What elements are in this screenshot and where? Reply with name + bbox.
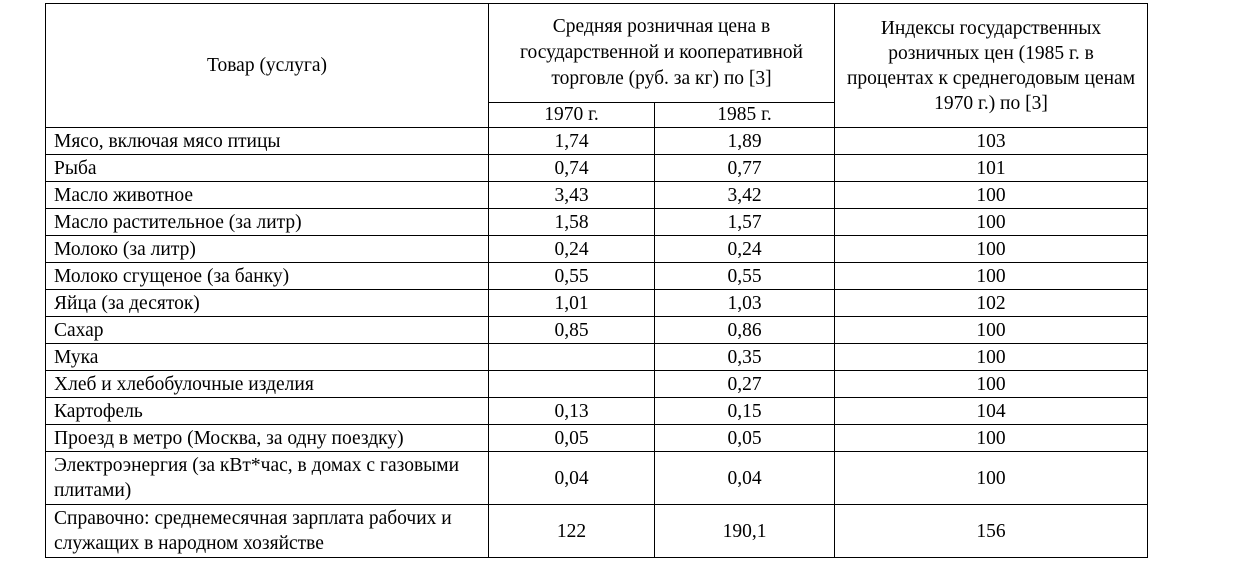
row-name: Масло растительное (за литр) bbox=[46, 209, 489, 236]
row-price-1985: 1,03 bbox=[655, 290, 835, 317]
row-index: 100 bbox=[835, 317, 1148, 344]
row-price-1985: 190,1 bbox=[655, 505, 835, 558]
row-price-1970: 0,13 bbox=[489, 398, 655, 425]
row-price-1985: 0,86 bbox=[655, 317, 835, 344]
header-year-1970: 1970 г. bbox=[489, 103, 655, 128]
table-body bbox=[46, 128, 1148, 558]
row-index: 100 bbox=[835, 263, 1148, 290]
table-row bbox=[46, 209, 1148, 236]
row-name: Мука bbox=[46, 344, 489, 371]
row-index: 156 bbox=[835, 505, 1148, 558]
table-row bbox=[46, 182, 1148, 209]
header-avg-price: Средняя розничная цена в государственной и кооперативной торговле (руб. за кг) по [3] bbox=[489, 4, 835, 103]
row-price-1970 bbox=[489, 344, 655, 371]
row-name: Электроэнергия (за кВт*час, в домах с газовыми плитами) bbox=[46, 452, 489, 505]
row-price-1985: 3,42 bbox=[655, 182, 835, 209]
table-row bbox=[46, 236, 1148, 263]
table-row bbox=[46, 371, 1148, 398]
row-index: 103 bbox=[835, 128, 1148, 155]
row-price-1985: 0,04 bbox=[655, 452, 835, 505]
row-price-1985: 1,89 bbox=[655, 128, 835, 155]
row-name: Молоко сгущеное (за банку) bbox=[46, 263, 489, 290]
row-price-1985: 0,24 bbox=[655, 236, 835, 263]
row-price-1985: 0,55 bbox=[655, 263, 835, 290]
row-price-1970: 3,43 bbox=[489, 182, 655, 209]
row-price-1985: 0,15 bbox=[655, 398, 835, 425]
row-name: Яйца (за десяток) bbox=[46, 290, 489, 317]
row-price-1970: 0,55 bbox=[489, 263, 655, 290]
row-name: Сахар bbox=[46, 317, 489, 344]
row-name: Хлеб и хлебобулочные изделия bbox=[46, 371, 489, 398]
row-index: 101 bbox=[835, 155, 1148, 182]
row-name: Мясо, включая мясо птицы bbox=[46, 128, 489, 155]
row-index: 100 bbox=[835, 236, 1148, 263]
header-item: Товар (услуга) bbox=[46, 4, 489, 128]
row-price-1970: 0,05 bbox=[489, 425, 655, 452]
row-price-1985: 1,57 bbox=[655, 209, 835, 236]
table-row bbox=[46, 128, 1148, 155]
row-name: Справочно: среднемесячная зарплата рабочих и служащих в народном хозяйстве bbox=[46, 505, 489, 558]
table-row bbox=[46, 398, 1148, 425]
row-name: Картофель bbox=[46, 398, 489, 425]
row-price-1985: 0,27 bbox=[655, 371, 835, 398]
row-price-1970: 1,74 bbox=[489, 128, 655, 155]
row-name: Рыба bbox=[46, 155, 489, 182]
row-price-1985: 0,35 bbox=[655, 344, 835, 371]
table-row bbox=[46, 344, 1148, 371]
row-price-1970: 0,24 bbox=[489, 236, 655, 263]
row-price-1970: 1,01 bbox=[489, 290, 655, 317]
row-index: 100 bbox=[835, 425, 1148, 452]
price-table bbox=[45, 3, 1148, 558]
table-row bbox=[46, 505, 1148, 558]
row-price-1970: 0,74 bbox=[489, 155, 655, 182]
row-index: 104 bbox=[835, 398, 1148, 425]
header-year-1985: 1985 г. bbox=[655, 103, 835, 128]
row-index: 100 bbox=[835, 209, 1148, 236]
table-row bbox=[46, 317, 1148, 344]
row-price-1985: 0,77 bbox=[655, 155, 835, 182]
table-row bbox=[46, 263, 1148, 290]
row-index: 100 bbox=[835, 452, 1148, 505]
row-price-1970 bbox=[489, 371, 655, 398]
table-row bbox=[46, 290, 1148, 317]
row-index: 100 bbox=[835, 182, 1148, 209]
row-name: Проезд в метро (Москва, за одну поездку) bbox=[46, 425, 489, 452]
row-index: 102 bbox=[835, 290, 1148, 317]
table-row bbox=[46, 452, 1148, 505]
row-price-1970: 0,85 bbox=[489, 317, 655, 344]
row-price-1985: 0,05 bbox=[655, 425, 835, 452]
row-index: 100 bbox=[835, 371, 1148, 398]
row-index: 100 bbox=[835, 344, 1148, 371]
header-index: Индексы государственных розничных цен (1985 г. в процентах к среднегодовым ценам 1970 г.) по [3] bbox=[835, 4, 1148, 128]
row-price-1970: 122 bbox=[489, 505, 655, 558]
row-name: Молоко (за литр) bbox=[46, 236, 489, 263]
row-name: Масло животное bbox=[46, 182, 489, 209]
row-price-1970: 0,04 bbox=[489, 452, 655, 505]
row-price-1970: 1,58 bbox=[489, 209, 655, 236]
table-row bbox=[46, 425, 1148, 452]
table-row bbox=[46, 155, 1148, 182]
